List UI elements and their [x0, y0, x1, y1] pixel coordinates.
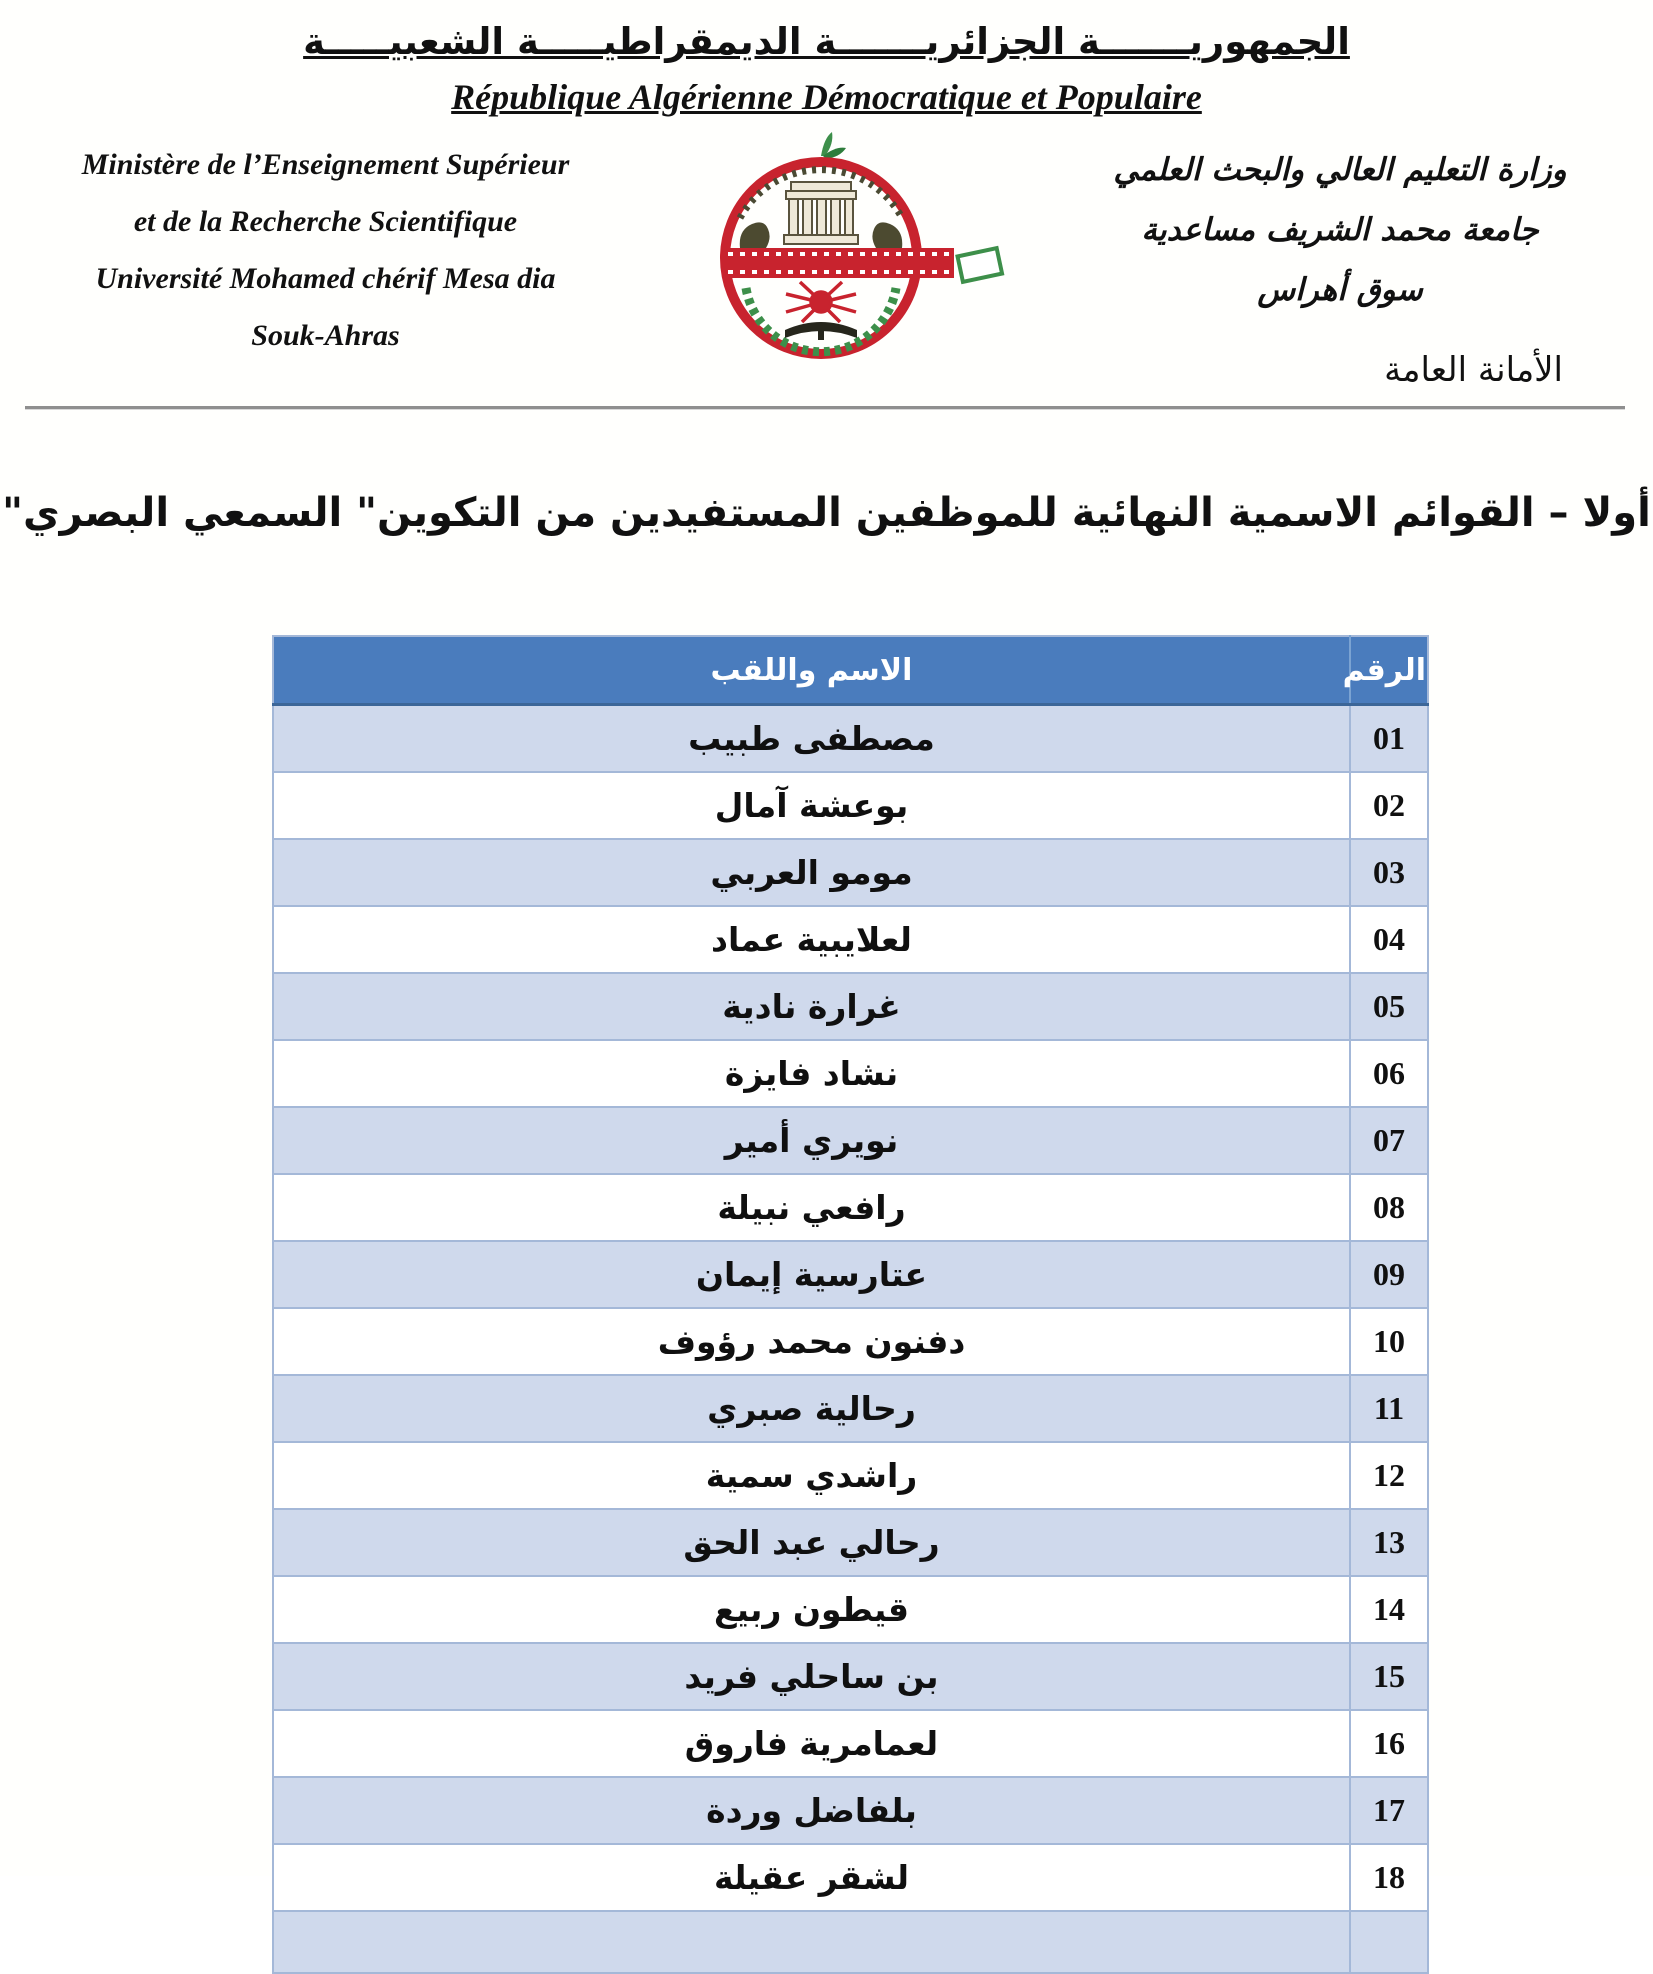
ministry-fr-line3: Université Mohamed chérif Mesa dia: [95, 262, 556, 295]
seal-lion-left-icon: [740, 222, 770, 248]
row-name-cell: رحالية صبري: [273, 1375, 1350, 1442]
beneficiaries-table: [272, 635, 1429, 1974]
row-name-cell: لشقر عقيلة: [273, 1844, 1350, 1911]
row-number-cell: 12: [1350, 1442, 1428, 1509]
table-row: [273, 1107, 1428, 1174]
table-header-number: الرقم: [1350, 636, 1428, 705]
row-number-cell: 02: [1350, 772, 1428, 839]
table-row: [273, 1040, 1428, 1107]
table-row: [273, 1643, 1428, 1710]
table-row: [273, 906, 1428, 973]
table-row: [273, 1576, 1428, 1643]
row-name-cell: راشدي سمية: [273, 1442, 1350, 1509]
table-row: [273, 1174, 1428, 1241]
row-number-cell: 13: [1350, 1509, 1428, 1576]
ministry-french-block: [38, 136, 613, 364]
ministry-ar-line3: سوق أهراس: [1257, 272, 1423, 308]
table-row: [273, 1442, 1428, 1509]
row-name-cell: قيطون ربيع: [273, 1576, 1350, 1643]
table-row: [273, 973, 1428, 1040]
ministry-fr-line4: Souk-Ahras: [251, 319, 400, 352]
row-name-cell: مصطفى طبيب: [273, 705, 1350, 773]
row-name-cell: نويري أمير: [273, 1107, 1350, 1174]
row-number-cell: 05: [1350, 973, 1428, 1040]
seal-spider-icon: [786, 282, 856, 322]
row-number-cell: [1350, 1911, 1428, 1973]
row-number-cell: 06: [1350, 1040, 1428, 1107]
table-row: [273, 1241, 1428, 1308]
row-name-cell: لعمامرية فاروق: [273, 1710, 1350, 1777]
row-number-cell: 18: [1350, 1844, 1428, 1911]
table-row: [273, 1308, 1428, 1375]
row-number-cell: 08: [1350, 1174, 1428, 1241]
row-name-cell: لعلايبية عماد: [273, 906, 1350, 973]
seal-book-icon: [785, 322, 857, 340]
ministry-fr-line1: Ministère de l’Enseignement Supérieur: [81, 148, 570, 181]
row-name-cell: نشاد فايزة: [273, 1040, 1350, 1107]
row-number-cell: 09: [1350, 1241, 1428, 1308]
row-name-cell: دفنون محمد رؤوف: [273, 1308, 1350, 1375]
table-body: [273, 705, 1428, 1974]
table-row: [273, 1375, 1428, 1442]
table-row-partial: [273, 1911, 1428, 1973]
row-name-cell: بوعشة آمال: [273, 772, 1350, 839]
seal-temple-icon: [784, 182, 858, 244]
row-name-cell: رحالي عبد الحق: [273, 1509, 1350, 1576]
ministry-fr-line2: et de la Recherche Scientifique: [133, 205, 518, 238]
table-row: [273, 705, 1428, 773]
ministry-arabic-block: [1085, 140, 1595, 320]
row-number-cell: 07: [1350, 1107, 1428, 1174]
seal-lion-right-icon: [872, 222, 902, 248]
table-row: [273, 1844, 1428, 1911]
seal-sprig-icon: [821, 132, 846, 159]
french-republic-title: République Algérienne Démocratique et Populaire: [451, 77, 1202, 117]
row-number-cell: 01: [1350, 705, 1428, 773]
row-number-cell: 15: [1350, 1643, 1428, 1710]
row-name-cell: [273, 1911, 1350, 1973]
row-number-cell: 04: [1350, 906, 1428, 973]
ministry-ar-line2: جامعة محمد الشريف مساعدية: [1141, 212, 1539, 248]
arabic-republic-title: الجمهوريـــــــة الجزائريـــــــة الديمقراطيـــــة الشعبيـــــة: [303, 20, 1350, 63]
table-row: [273, 772, 1428, 839]
table-row: [273, 1509, 1428, 1576]
row-number-cell: 11: [1350, 1375, 1428, 1442]
row-number-cell: 14: [1350, 1576, 1428, 1643]
row-name-cell: مومو العربي: [273, 839, 1350, 906]
row-name-cell: بن ساحلي فريد: [273, 1643, 1350, 1710]
row-number-cell: 03: [1350, 839, 1428, 906]
table-row: [273, 1777, 1428, 1844]
table-header-row: [273, 636, 1428, 705]
row-number-cell: 17: [1350, 1777, 1428, 1844]
general-secretariat-label: الأمانة العامة: [1384, 350, 1563, 390]
seal-flag-tab: [958, 248, 1003, 282]
list-title: أولا – القوائم الاسمية النهائية للموظفين المستفيدين من التكوين" السمعي البصري": [2, 490, 1651, 536]
row-number-cell: 16: [1350, 1710, 1428, 1777]
table-row: [273, 839, 1428, 906]
header-divider: [25, 406, 1625, 410]
row-name-cell: عتارسية إيمان: [273, 1241, 1350, 1308]
table-header-name: الاسم واللقب: [273, 636, 1350, 705]
beneficiaries-table-wrap: [272, 635, 1429, 1974]
table-row: [273, 1710, 1428, 1777]
university-seal-logo: [688, 130, 1018, 370]
row-number-cell: 10: [1350, 1308, 1428, 1375]
ministry-ar-line1: وزارة التعليم العالي والبحث العلمي: [1113, 152, 1567, 188]
row-name-cell: بلفاضل وردة: [273, 1777, 1350, 1844]
row-name-cell: رافعي نبيلة: [273, 1174, 1350, 1241]
row-name-cell: غرارة نادية: [273, 973, 1350, 1040]
